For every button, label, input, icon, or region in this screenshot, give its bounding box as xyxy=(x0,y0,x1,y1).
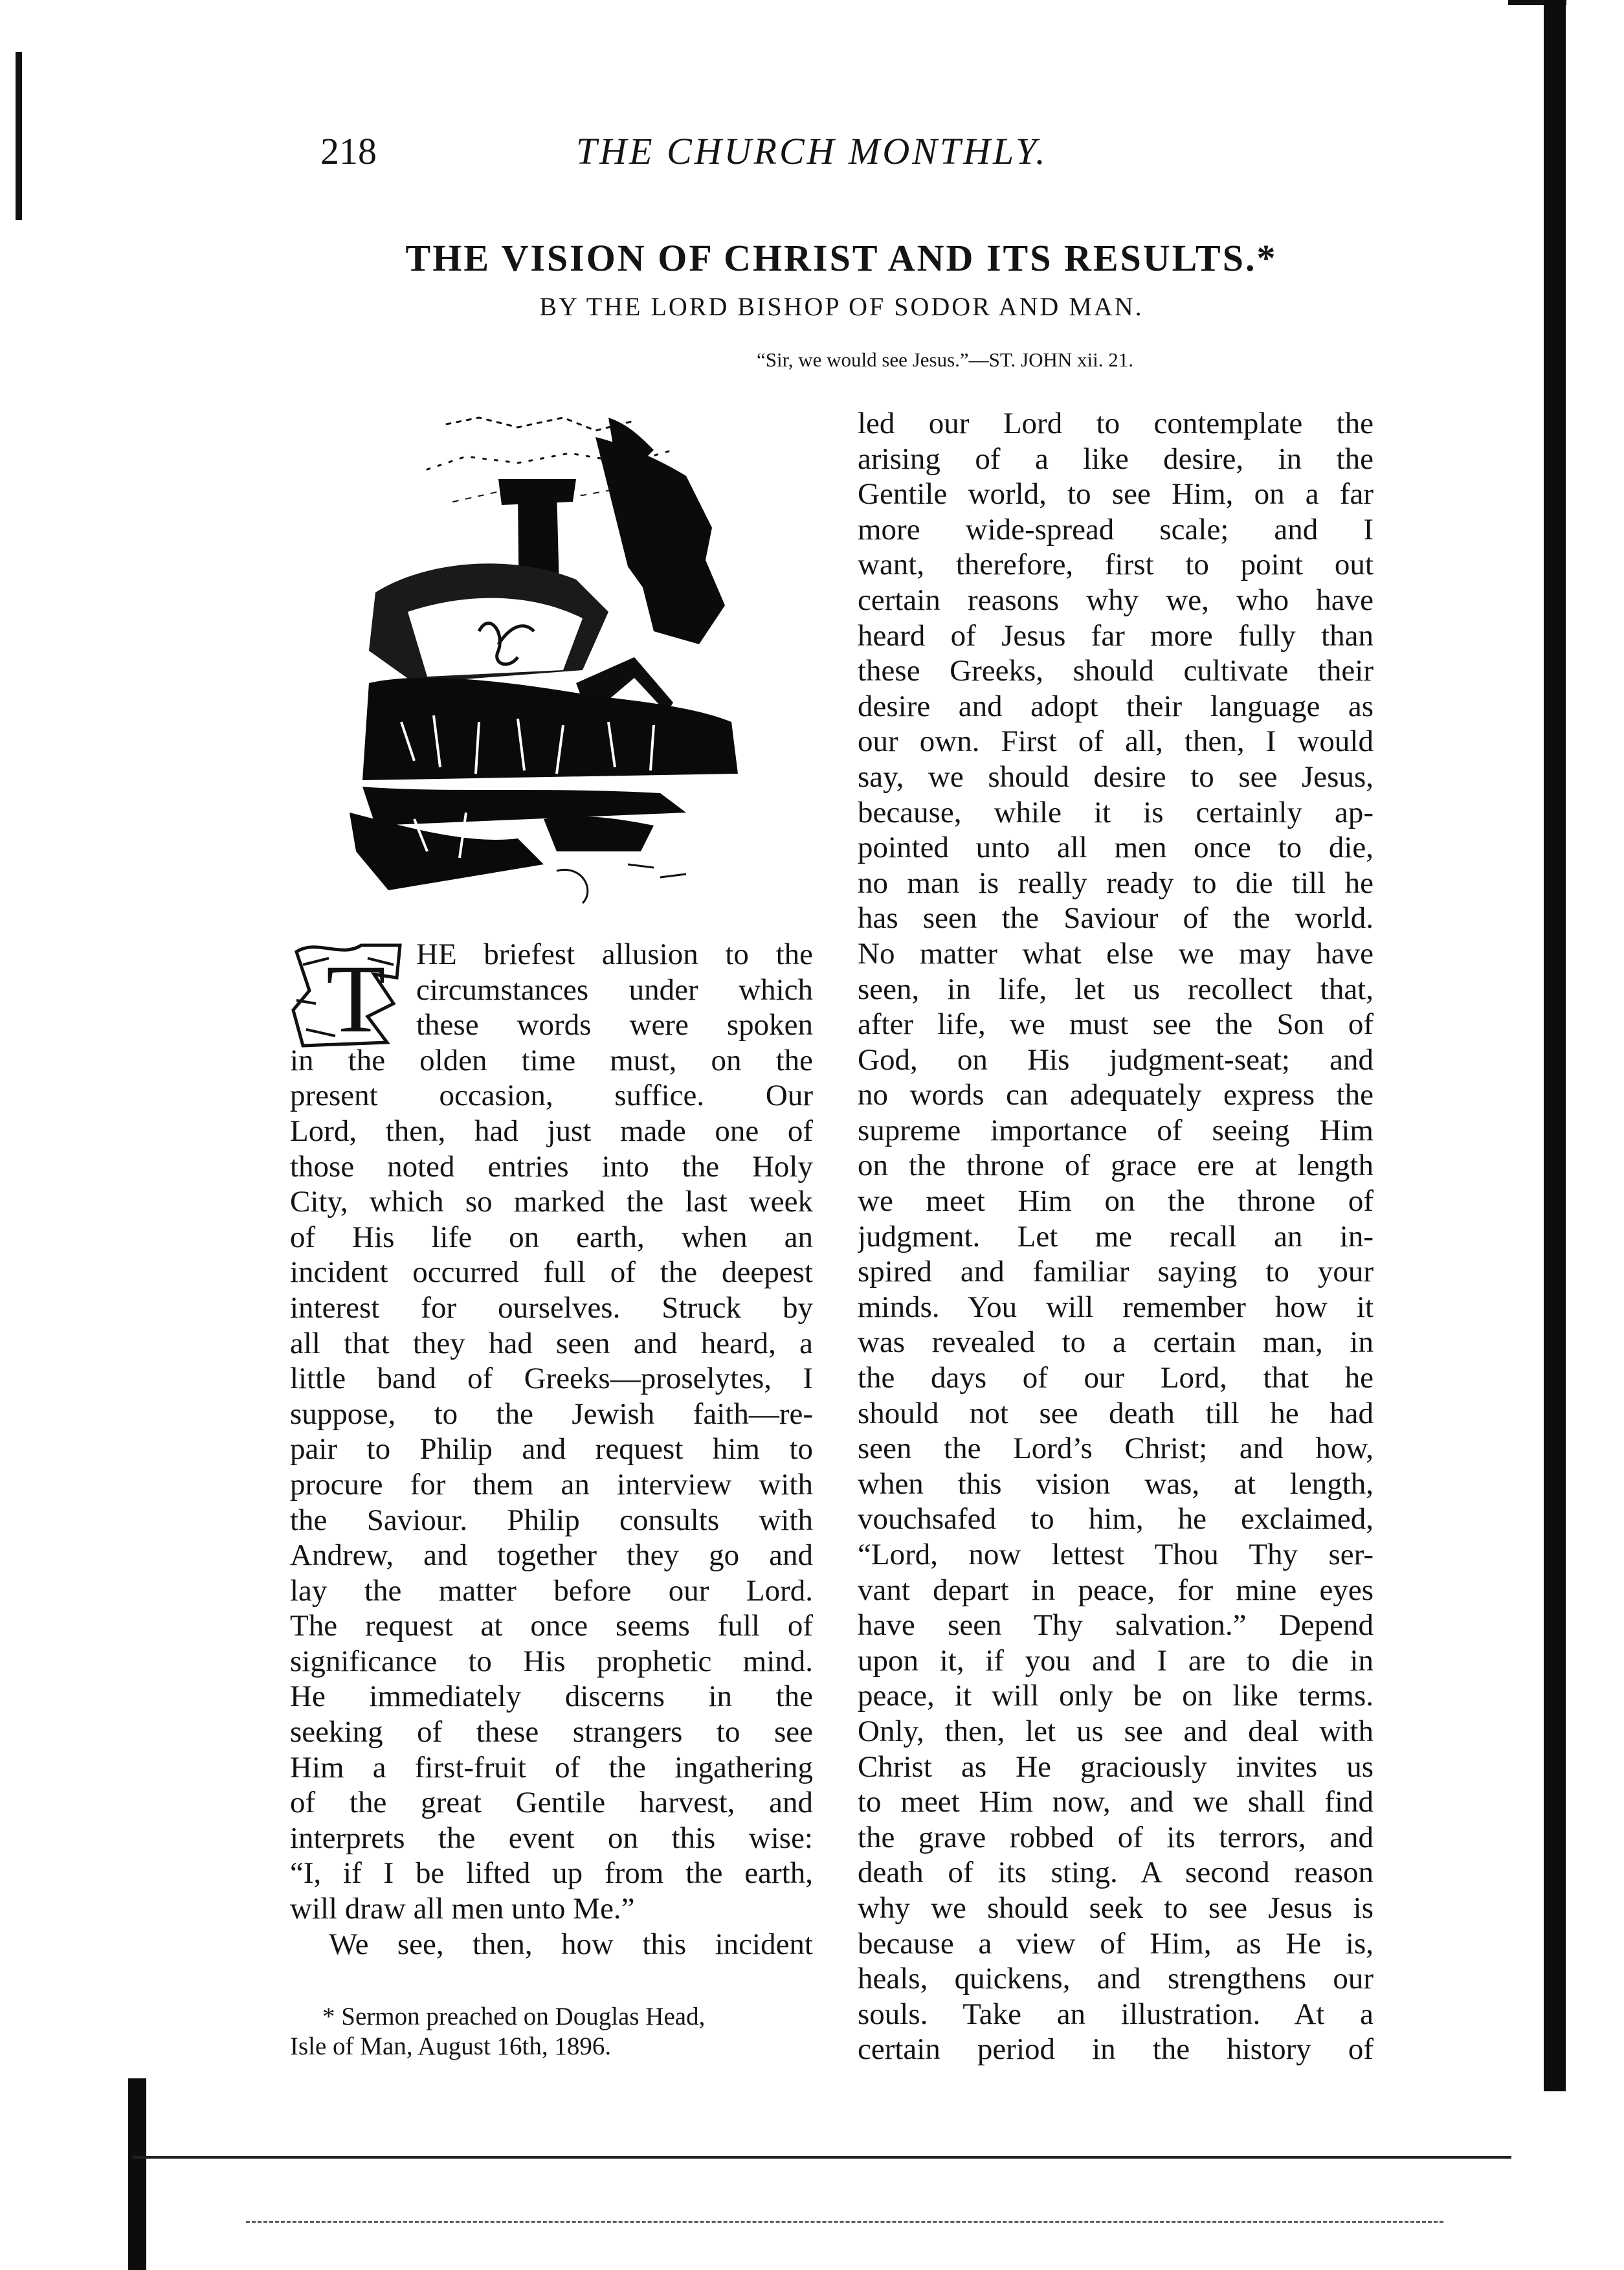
article-epigraph: “Sir, we would see Jesus.”—ST. JOHN xii. 21. xyxy=(757,348,1133,371)
article-byline: BY THE LORD BISHOP OF SODOR AND MAN. xyxy=(539,292,1144,321)
text-line: was revealed to a certain man, in xyxy=(858,1325,1374,1360)
text-line: judgment. Let me recall an in- xyxy=(858,1219,1374,1253)
scan-rule-line xyxy=(133,2156,1511,2159)
footnote xyxy=(290,2002,704,2062)
left-column xyxy=(290,937,813,1962)
text-line: souls. Take an illustration. At a xyxy=(858,1997,1374,2031)
text-line: interest for ourselves. Struck by xyxy=(290,1290,813,1325)
text-line: certain period in the history of xyxy=(858,2032,1374,2067)
text-line: say, we should desire to see Jesus, xyxy=(858,759,1374,794)
text-line: death of its sting. A second reason xyxy=(858,1856,1374,1890)
text-line: after life, we must see the Son of xyxy=(858,1007,1374,1042)
text-line: of the great Gentile harvest, and xyxy=(290,1786,813,1820)
text-line: we meet Him on the throne of xyxy=(858,1184,1374,1219)
text-line: should not see death till he had xyxy=(858,1396,1374,1430)
text-line: why we should seek to see Jesus is xyxy=(858,1891,1374,1925)
running-title: THE CHURCH MONTHLY. xyxy=(576,130,1048,172)
text-line: HE briefest allusion to the xyxy=(416,938,813,971)
text-line: present occasion, suffice. Our xyxy=(290,1079,813,1113)
text-line: because, while it is certainly ap- xyxy=(858,795,1374,829)
text-line: of His life on earth, when an xyxy=(290,1220,813,1254)
text-line: on the throne of grace ere at length xyxy=(858,1149,1374,1183)
text-line: We see, then, how this incident xyxy=(329,1927,813,1961)
text-line: the Saviour. Philip consults with xyxy=(290,1503,813,1537)
text-line: He immediately discerns in the xyxy=(290,1680,813,1714)
text-line: in the olden time must, on the xyxy=(290,1043,813,1077)
text-line: all that they had seen and heard, a xyxy=(290,1326,813,1360)
text-line: vouchsafed to him, he exclaimed, xyxy=(858,1502,1374,1536)
text-line: when this vision was, at length, xyxy=(858,1467,1374,1501)
scan-corner-mark xyxy=(128,2078,146,2270)
page-number: 218 xyxy=(320,130,377,172)
text-line: the days of our Lord, that he xyxy=(858,1361,1374,1395)
text-line: seen, in life, let us recollect that, xyxy=(858,972,1374,1006)
article-title: THE VISION OF CHRIST AND ITS RESULTS.* xyxy=(405,237,1278,279)
text-line: City, which so marked the last week xyxy=(290,1185,813,1219)
text-line: those noted entries into the Holy xyxy=(290,1149,813,1184)
scan-edge-mark xyxy=(16,52,22,220)
text-line: incident occurred full of the deepest xyxy=(290,1255,813,1290)
text-line: seeking of these strangers to see xyxy=(290,1715,813,1749)
footnote-line: * Sermon preached on Douglas Head, xyxy=(322,2003,706,2030)
text-line: Him a first-fruit of the ingathering xyxy=(290,1750,813,1784)
text-line: suppose, to the Jewish faith—re- xyxy=(290,1397,813,1431)
text-line: God, on His judgment-seat; and xyxy=(858,1042,1374,1077)
text-line: “I, if I be lifted up from the earth, xyxy=(290,1856,813,1891)
text-line: circumstances under which xyxy=(416,972,813,1007)
text-line: The request at once seems full of xyxy=(290,1609,813,1643)
text-line: Andrew, and together they go and xyxy=(290,1538,813,1573)
text-line: supreme importance of seeing Him xyxy=(858,1113,1374,1147)
text-line: vant depart in peace, for mine eyes xyxy=(858,1573,1374,1607)
footnote-line: Isle of Man, August 16th, 1896. xyxy=(290,2032,612,2060)
text-line: led our Lord to contemplate the xyxy=(858,407,1374,440)
text-line: Only, then, let us see and deal with xyxy=(858,1714,1374,1748)
page-header xyxy=(320,129,1421,201)
text-line: desire and adopt their language as xyxy=(858,689,1374,723)
text-line: arising of a like desire, in the xyxy=(858,442,1374,476)
text-line: have seen Thy salvation.” Depend xyxy=(858,1608,1374,1643)
text-line: No matter what else we may have xyxy=(858,936,1374,971)
text-line: procure for them an interview with xyxy=(290,1467,813,1501)
text-line: no words can adequately express the xyxy=(858,1078,1374,1112)
text-line: upon it, if you and I are to die in xyxy=(858,1643,1374,1678)
text-line: significance to His prophetic mind. xyxy=(290,1644,813,1678)
scan-binding-shadow xyxy=(1544,0,1566,2091)
text-line: the grave robbed of its terrors, and xyxy=(858,1820,1374,1854)
text-line: little band of Greeks—proselytes, I xyxy=(290,1362,813,1396)
text-line: peace, it will only be on like terms. xyxy=(858,1679,1374,1713)
text-line: will draw all men unto Me.” xyxy=(290,1892,635,1926)
text-line: these words were spoken xyxy=(416,1008,813,1042)
text-line: spired and familiar saying to your xyxy=(858,1255,1374,1289)
text-line: “Lord, now lettest Thou Thy ser- xyxy=(858,1538,1374,1571)
text-line: Gentile world, to see Him, on a far xyxy=(858,477,1374,511)
right-column xyxy=(858,406,1374,2067)
text-line: seen the Lord’s Christ; and how, xyxy=(858,1432,1374,1466)
text-line: lay the matter before our Lord. xyxy=(290,1573,813,1608)
text-line: heard of Jesus far more fully than xyxy=(858,618,1374,653)
text-line: pair to Philip and request him to xyxy=(290,1432,813,1467)
text-line: heals, quickens, and strengthens our xyxy=(858,1962,1374,1996)
text-line: no man is really ready to die till he xyxy=(858,866,1374,900)
text-line: want, therefore, first to point out xyxy=(858,548,1374,582)
text-line: these Greeks, should cultivate their xyxy=(858,654,1374,688)
drop-cap-letter: T xyxy=(326,945,386,1053)
text-line: interprets the event on this wise: xyxy=(290,1821,813,1855)
text-line: our own. First of all, then, I would xyxy=(858,725,1374,759)
text-line: because a view of Him, as He is, xyxy=(858,1926,1374,1961)
text-line: has seen the Saviour of the world. xyxy=(858,901,1374,936)
text-line: minds. You will remember how it xyxy=(858,1290,1374,1324)
text-line: certain reasons why we, who have xyxy=(858,583,1374,617)
text-line: Lord, then, had just made one of xyxy=(290,1114,813,1148)
text-line: pointed unto all men once to die, xyxy=(858,831,1374,865)
scan-rule-line xyxy=(246,2221,1443,2223)
text-line: more wide-spread scale; and I xyxy=(858,512,1374,546)
text-line: Christ as He graciously invites us xyxy=(858,1749,1374,1784)
text-line: to meet Him now, and we shall find xyxy=(858,1785,1374,1819)
cottage-engraving-icon xyxy=(350,398,751,916)
